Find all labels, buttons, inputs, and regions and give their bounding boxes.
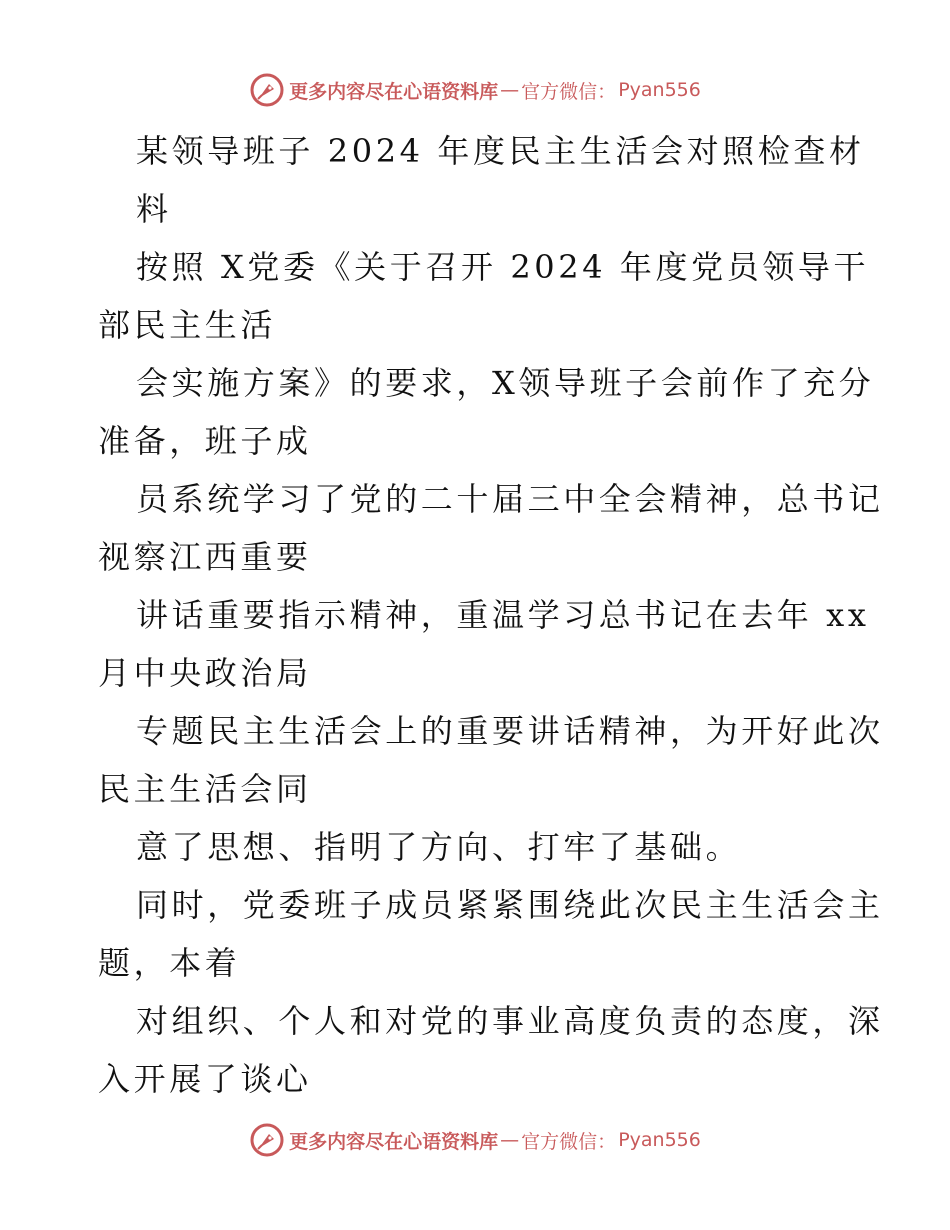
- document-line: 题，本着: [98, 944, 241, 982]
- document-line: 民主生活会同: [98, 770, 312, 808]
- banner-dash: —: [500, 1129, 520, 1151]
- footer-banner: [0, 1120, 950, 1160]
- banner-wechat-label: 官方微信：: [521, 80, 617, 103]
- banner-wechat-id: Pyan556: [618, 79, 701, 101]
- document-line: 同时，党委班子成员紧紧围绕此次民主生活会主: [136, 886, 884, 924]
- pen-nib-circle-icon: [249, 72, 285, 108]
- header-banner: [0, 70, 950, 110]
- document-line: 专题民主生活会上的重要讲话精神，为开好此次: [136, 712, 884, 750]
- banner-wechat-label: 官方微信：: [521, 1130, 617, 1153]
- document-line: 对组织、个人和对党的事业高度负责的态度，深: [136, 1002, 884, 1040]
- document-line: 料: [136, 190, 172, 228]
- document-line: 会实施方案》的要求，X领导班子会前作了充分: [136, 364, 875, 402]
- document-line: 入开展了谈心: [98, 1060, 312, 1098]
- document-line: 月中央政治局: [98, 654, 312, 692]
- document-line: 准备，班子成: [98, 422, 312, 460]
- document-line: 意了思想、指明了方向、打牢了基础。: [136, 828, 742, 866]
- document-body: [98, 122, 884, 1108]
- document-line: 讲话重要指示精神，重温学习总书记在去年 xx: [136, 596, 870, 634]
- document-line: 视察江西重要: [98, 538, 312, 576]
- document-line: 员系统学习了党的二十届三中全会精神，总书记: [136, 480, 884, 518]
- banner-dash: —: [500, 79, 520, 101]
- banner-lead-text: 更多内容尽在心语资料库: [289, 1130, 499, 1153]
- document-line: 某领导班子 2024 年度民主生活会对照检查材: [136, 132, 865, 170]
- banner-wechat-id: Pyan556: [618, 1129, 701, 1151]
- document-line: 按照 X党委《关于召开 2024 年度党员领导干: [136, 248, 870, 286]
- document-line: 部民主生活: [98, 306, 277, 344]
- pen-nib-circle-icon: [249, 1122, 285, 1158]
- banner-lead-text: 更多内容尽在心语资料库: [289, 80, 499, 103]
